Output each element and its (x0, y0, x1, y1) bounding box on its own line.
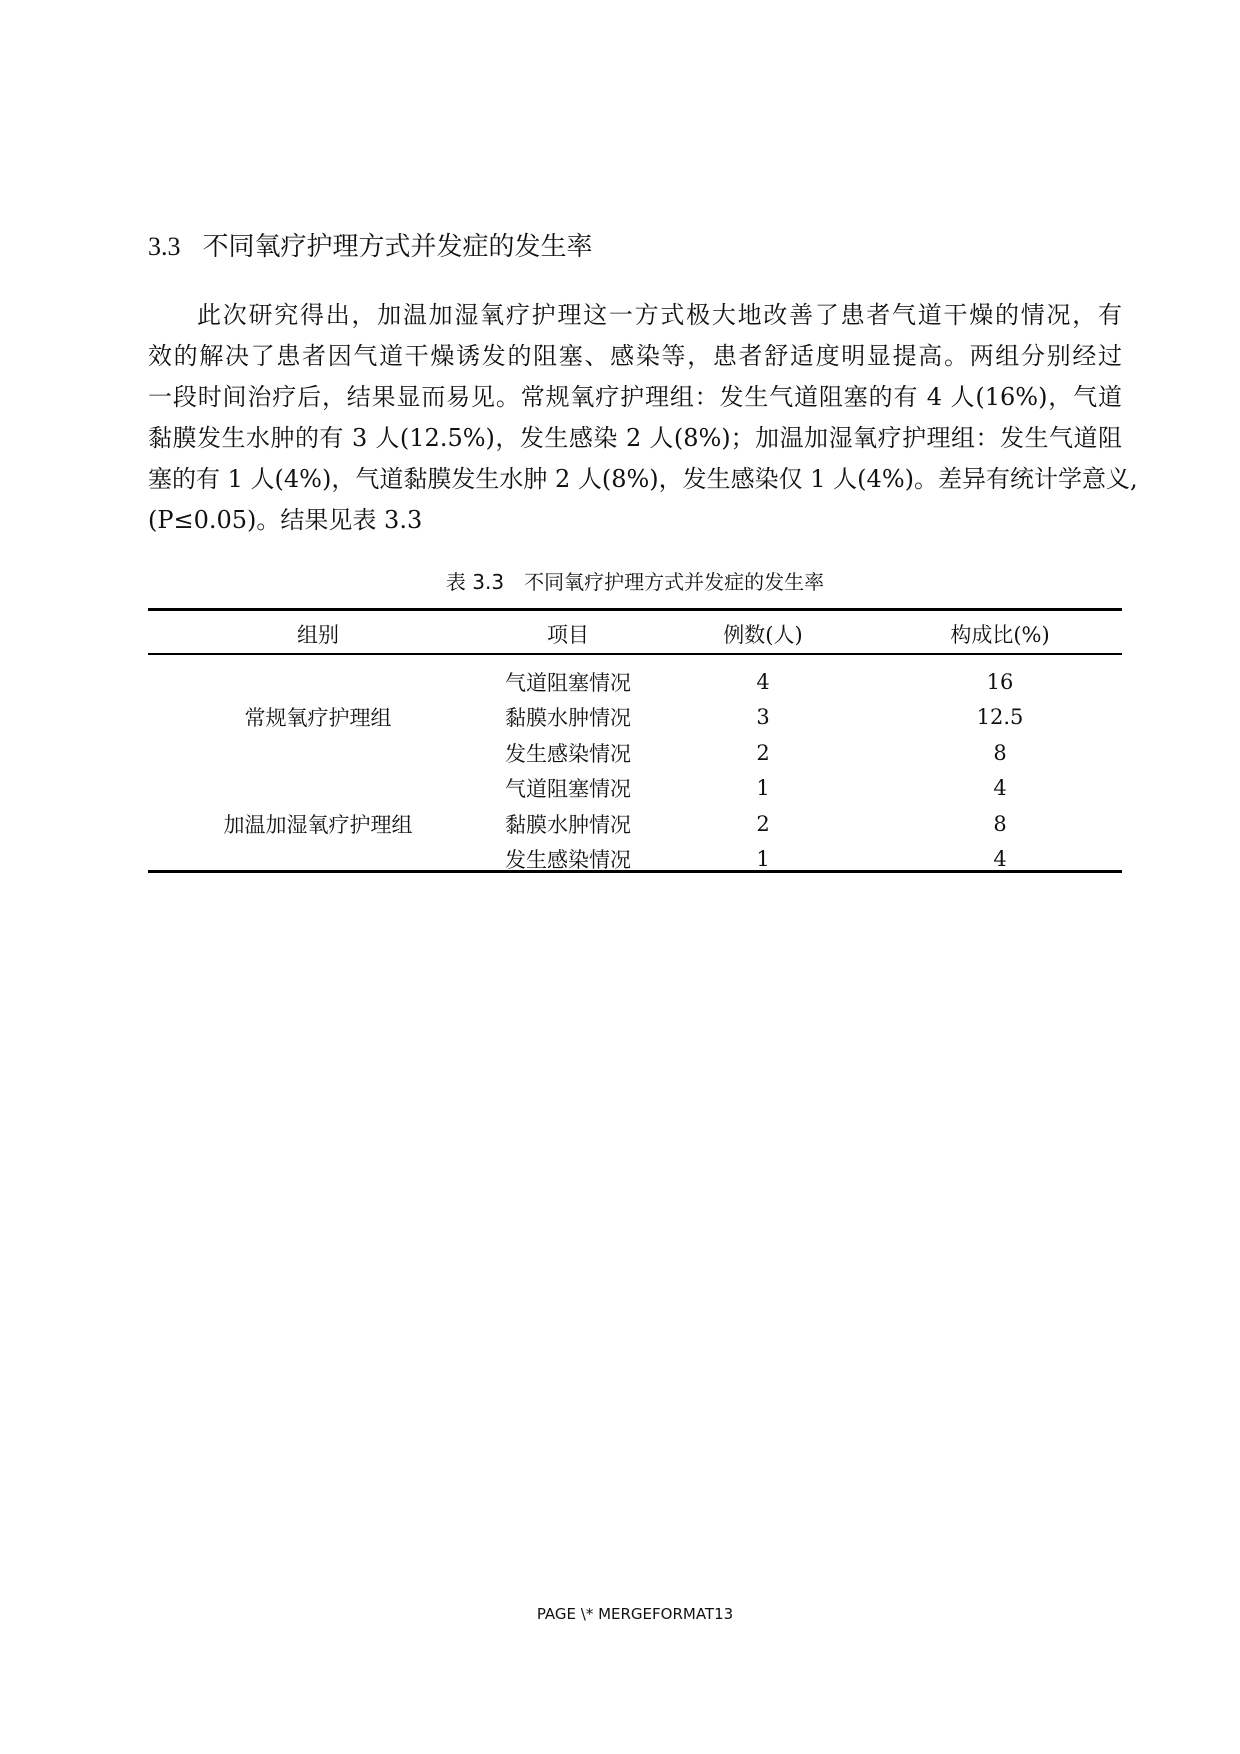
count-cell: 3 (756, 705, 770, 730)
table-top-rule (148, 608, 1122, 611)
header-count: 例数(人) (723, 623, 803, 647)
paragraph-line: (P≤0.05)。结果见表 3.3 (148, 506, 423, 534)
count-cell: 2 (756, 811, 770, 836)
table-caption: 表 3.3 不同氧疗护理方式并发症的发生率 (445, 570, 825, 594)
paragraph-line: 塞的有 1 人(4%)，气道黏膜发生水肿 2 人(8%)，发生感染仅 1 人(4%)。差异有统计学意义, (148, 465, 1138, 493)
ratio-cell: 16 (986, 669, 1014, 694)
header-item: 项目 (547, 623, 589, 647)
paragraph-line: 效的解决了患者因气道干燥诱发的阻塞、感染等，患者舒适度明显提高。两组分别经过 (148, 342, 1122, 370)
ratio-cell: 12.5 (976, 705, 1024, 730)
body-paragraph (148, 295, 1138, 541)
section-number: 3.3 (148, 232, 181, 261)
ratio-cell: 8 (993, 740, 1007, 765)
count-cell: 2 (756, 740, 770, 765)
table-row (148, 664, 1122, 700)
table-row (148, 771, 1122, 807)
page-footer: PAGE \* MERGEFORMAT13 (536, 1605, 734, 1623)
count-cell: 1 (756, 776, 770, 801)
ratio-cell: 8 (993, 811, 1007, 836)
item-cell: 黏膜水肿情况 (505, 812, 631, 837)
count-cell: 4 (756, 669, 770, 694)
item-cell: 气道阻塞情况 (505, 670, 631, 695)
table-header-row (148, 614, 1122, 654)
ratio-cell: 4 (993, 847, 1007, 872)
paragraph-line: 一段时间治疗后，结果显而易见。常规氧疗护理组：发生气道阻塞的有 4 人(16%)，气道 (148, 383, 1122, 411)
paragraph-line: 此次研究得出，加温加湿氧疗护理这一方式极大地改善了患者气道干燥的情况，有 (197, 301, 1122, 329)
complication-table (148, 614, 1122, 877)
item-cell: 发生感染情况 (505, 741, 631, 766)
header-ratio: 构成比(%) (950, 623, 1050, 647)
section-heading (148, 226, 593, 263)
group-name: 加温加湿氧疗护理组 (223, 812, 413, 837)
item-cell: 发生感染情况 (505, 848, 631, 873)
section-title: 不同氧疗护理方式并发症的发生率 (202, 232, 593, 262)
item-cell: 黏膜水肿情况 (505, 706, 631, 731)
ratio-cell: 4 (993, 776, 1007, 801)
count-cell: 1 (756, 847, 770, 872)
header-group: 组别 (297, 623, 339, 647)
paragraph-line: 黏膜发生水肿的有 3 人(12.5%)，发生感染 2 人(8%)；加温加湿氧疗护理组：发生气道阻 (148, 424, 1122, 452)
group-name: 常规氧疗护理组 (244, 706, 392, 731)
item-cell: 气道阻塞情况 (505, 777, 631, 802)
